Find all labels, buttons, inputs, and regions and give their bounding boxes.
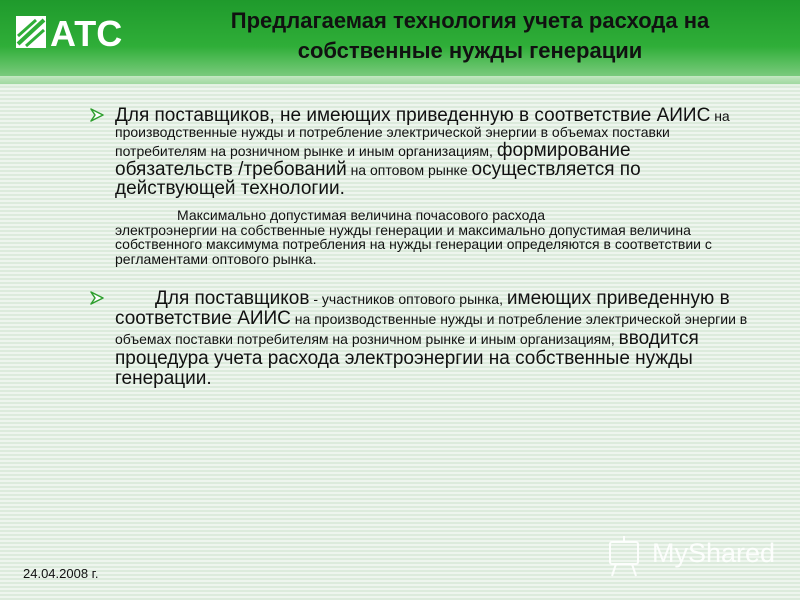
title-line-1: Предлагаемая технология учета расхода на [230,8,710,33]
bullet-item-1 [90,106,750,198]
bullet2-text-a: Для поставщиков [155,287,310,309]
presentation-board-icon [610,536,638,576]
bullet1-text-c: формирование обязательств /требований [115,140,631,180]
bullet1-text-a: Для поставщиков, не имеющих приведенную в соответствие АИИС [115,105,711,126]
bullet-item-2 [90,289,750,389]
bullet2-text-b: - участников оптового рынка, [309,290,507,307]
bullet2-text-c: имеющих приведенную в соответствие АИИС [115,287,730,329]
slide-content [90,106,750,388]
bullet2-text-d: на производственные нужды и потребление электрической энергии в объемах поставки потребителям на розничном рынке и иным организациям, [115,310,748,347]
arrow-bullet-icon [90,291,104,305]
sub-paragraph [115,208,750,267]
watermark-text: MyShared [652,538,776,568]
bullet1-text-d: на оптовом рынке [346,162,472,178]
arrow-bullet-icon [90,108,104,122]
bullet2-text-e: вводится процедура учета расхода электроэнергии на собственные нужды генерации. [115,327,699,389]
atc-logo [14,12,144,52]
atc-logo-mark-icon [16,16,46,48]
sub-paragraph-line-1: Максимально допустимая величина почасового расхода [177,207,546,223]
sub-paragraph-rest: электроэнергии на собственные нужды генерации и максимально допустимая величина собственного максимума потребления на нужды генерации определяются в соответствии с регламентами оптового рынка. [115,221,712,268]
title-line-2: собственные нужды генерации [297,38,643,63]
header-gradient-band [0,76,800,88]
bullet1-text-e: осуществляется по действующей технологии. [115,159,641,199]
bullet1-text-b: на производственные нужды и потребление электрической энергии в объемах поставки потребителям на розничном рынке и иным организациям, [115,108,730,159]
logo-text: АТС [50,13,123,52]
slide-date: 24.04.2008 г. [23,566,99,581]
page-title [150,6,790,66]
